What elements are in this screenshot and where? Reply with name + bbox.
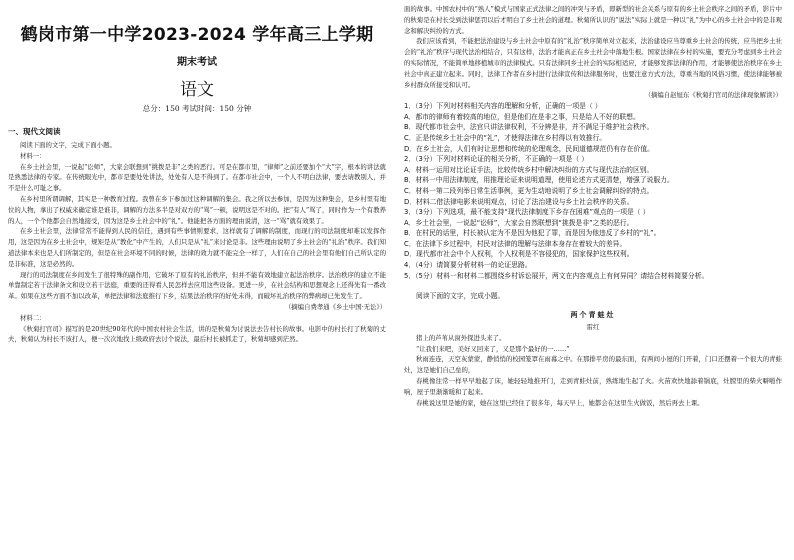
section-heading: 一、现代文阅读 bbox=[8, 127, 61, 136]
question-option: B．现代都市社会中，法官只讲法律权利，不分辨是非，并不满足于维护社会秩序。 bbox=[404, 123, 654, 132]
story-intro: 阅读下面的文字，完成小题。 bbox=[416, 292, 505, 301]
material1-paragraph: 现行的司法制度在乡间发生了很特殊的副作用，它破坏了原有的礼治秩序，但并不能有效地建立起法治秩序。法治秩序的建立不能单靠制定若干法律条文和设立若干法庭，重要的还得看人民怎样去应用这些设备。更进一步，在社会结构和思想观念上还得先有一番改革。如果在这些方面不加以改革，单把法律和法庭推行下乡，结果法治秩序的好处未得，而破坏礼治秩序的弊病却已先发生了。 bbox=[8, 270, 386, 301]
material2-continuation: 我们应该看到，不能把法治建设与乡土社会中原有的“礼治”秩序简单对立起来，法治建设应当尊重乡土社会的传统，应当把乡土社会的“礼治”秩序与现代法治相结合，只有这样，法治才能真正在乡土社会中落地生根。国家法律在乡村的实施，要充分考虑到乡土社会的实际情况，不能简单地移植城市的法律模式。只有法律同乡土社会的实际相适应，才能够发挥法律的作用，才能够使法治秩序在乡土社会中真正建立起来。同时，法律工作者在乡村进行法律宣传和法律服务时，也要注意方式方法，尊重当地的风俗习惯，使法律能够被乡村群众所接受和认可。 bbox=[404, 37, 782, 89]
question-option: A．都市的律师有着较高的地位，但是他们在是非之事，只是给人不好的联想。 bbox=[404, 112, 640, 121]
question-option: C．材料一第二段列举日常生活事例，更为生动地说明了乡土社会调解纠纷的特点。 bbox=[404, 186, 654, 195]
story-title: 两个青蛙灶 bbox=[570, 309, 616, 319]
question-4: 4．（4分）请简要分析材料一的论证思路。 bbox=[404, 261, 532, 270]
material1-source: （摘编自费孝通《乡土中国·无讼》） bbox=[284, 302, 386, 311]
question-option: B．材料一中用法律制度，用推理论证来说明道理，使用论述方式更清楚，增强了说服力。 bbox=[404, 176, 674, 185]
right-column bbox=[404, 0, 782, 560]
story-paragraph: 春桃像往常一样早早地起了床，她轻轻地推开门，走到青蛙灶前，熟练地生起了火。火苗欢快地舔着锅底，灶膛里的柴火噼啪作响，屋子里渐渐暖和了起来。 bbox=[404, 377, 782, 396]
material2-label: 材料二： bbox=[20, 313, 46, 322]
question-option: D．现代都市社会中个人权利，个人权利是不容侵犯的，国家保护这些权利。 bbox=[404, 250, 634, 259]
school-title: 鹤岗市第一中学2023-2024 学年高三上学期 bbox=[20, 25, 374, 45]
story-paragraph: 春桃说这里是她的家，她在这里已经住了很多年，每天早上，她都会在这里生火做饭，然后再去上课。 bbox=[416, 398, 704, 407]
question-option: D．在乡土社会，人们有时让思想和传统的伦理观念，民间道德规范仍有存在价值。 bbox=[404, 144, 654, 153]
score-time-line: 总分：150 考试时间：150 分钟 bbox=[142, 104, 252, 113]
question-option: A．乡土社会里，一说起“讼师”，大家会自然联想到“挑拨是非”之类的恶行。 bbox=[404, 218, 634, 227]
story-author: 雷红 bbox=[586, 322, 600, 331]
question-3: 3．（3分）下列选项，最不能支持“现代法律制度下乡存在困难”观点的一项是（ ） bbox=[404, 208, 650, 217]
material1-paragraph: 在乡村里所谓调解，其实是一种教育过程。我曾在乡下参加过这种调解的集会。我之所以去参加，是因为这种集会，是乡村里有地位的人物，拿出了权威来确定谁是谁非，调解的方法多半是对双方的“骂”一顿，说明这是不对的。把“有人”骂了，同时作为一个有教养的人，一个个他都会自然地接受，因为这是乡土社会中的“礼”。他能把各方面的理由说清，这一“骂”就有效果了。 bbox=[8, 194, 386, 225]
material2-paragraph: 《秋菊打官司》描写的是20世纪90年代的中国农村社会生活，讲的是秋菊为讨说法去告村长的故事。电影中的村长打了秋菊的丈夫，秋菊认为村长不该打人，便一次次地找上级政府去讨个说法，最后村长被抓走了，秋菊却感到茫然。 bbox=[8, 324, 386, 344]
subject-title: 语文 bbox=[180, 80, 214, 100]
reading-intro: 阅读下面的文字，完成下面小题。 bbox=[20, 141, 116, 149]
story-paragraph: 秋雨连连，天空灰蒙蒙，静悄悄的校园笼罩在雨幕之中。在那排平房的最东面，有两间小屋的门开着，门口还摆着一个很大的青蛙灶，这是她们自己垒的， bbox=[404, 355, 782, 375]
material1-label: 材料一： bbox=[20, 151, 46, 160]
question-option: B．在村民的话里，村长被认定为不是因为他犯了罪，而是因为他违反了乡村的“礼”。 bbox=[404, 229, 661, 238]
story-paragraph: “让我们来吧，美好又回来了，又是那个最好的一……” bbox=[416, 344, 570, 353]
material1-paragraph: 在乡土社会里，一说起“讼师”，大家会联想到“挑拨是非”之类的恶行。可是在都市里，“律师”之前还要加个“大”字，根本的讲法就是熟悉法律的专家。在传统眼光中，都市是要处处讲法，处处有人是不得到了。在都市社会中，一个人不明白法律，要去请教别人，并不是什么可耻之事。 bbox=[8, 162, 386, 193]
question-option: A．材料一运用对比论证手法，比较传统乡村中解决纠纷的方式与现代法治的区别。 bbox=[404, 165, 654, 174]
question-option: C．正是传统乡土社会中的“礼”，才使得法律在乡村得以有效推行。 bbox=[404, 133, 607, 142]
material2-continuation: 面的故事。中国农村中的“熟人”模式与国家正式法律之间的冲突与矛盾，即新型的社会关系与原有的乡土社会秩序之间的矛盾，影片中的秋菊是在村长受到法律惩罚以后才明白了乡土社会的道理。秋菊所认识的“说法”实际上就是一种以“礼”为中心的乡土社会中的是非观念和解决纠纷的方式。 bbox=[404, 5, 782, 35]
question-option: C．在法律下乡过程中，村民对法律的理解与法律本身存在着较大的差异。 bbox=[404, 239, 627, 248]
story-paragraph: 猪上的芦苇从窗外探进头来了。 bbox=[416, 333, 506, 342]
material1-paragraph: 在乡土社会里，法律常常不能得到人民的信任，遇到有些事情则要求，这样就有了调解的制度，而现行的司法制度却难以发挥作用，这是因为在乡土社会中，规矩是从“教化”中产生的，人们只是从“礼”来讨论是非。这些理由说明了乡土社会的“礼治”秩序。我们知道法律本来也是人们所制定的，但是在社会环境不同的时候，法律的效力就不能完全一样了，人们在自己的社会里有他们自己所认定的是非标准，这是必然的。 bbox=[8, 227, 386, 268]
question-2: 2．（3分）下列对材料论证的相关分析，不正确的一项是（ ） bbox=[404, 155, 589, 164]
exam-name: 期末考试 bbox=[177, 57, 217, 68]
left-column bbox=[8, 0, 386, 560]
material2-source: （摘编自赵旭东《秋菊打官司的法律现象解读》） bbox=[644, 91, 782, 100]
question-1: 1．（3分）下列对材料相关内容的理解和分析，正确的一项是（ ） bbox=[404, 102, 602, 111]
question-option: D．材料二借法律电影来说明观点，讨论了法治建设与乡土社会秩序的关系。 bbox=[404, 197, 634, 206]
question-5: 5．（5分）材料一和材料二都围绕乡村诉讼展开，两文在内容观点上有何异同？请结合材料简要分析。 bbox=[404, 271, 709, 280]
